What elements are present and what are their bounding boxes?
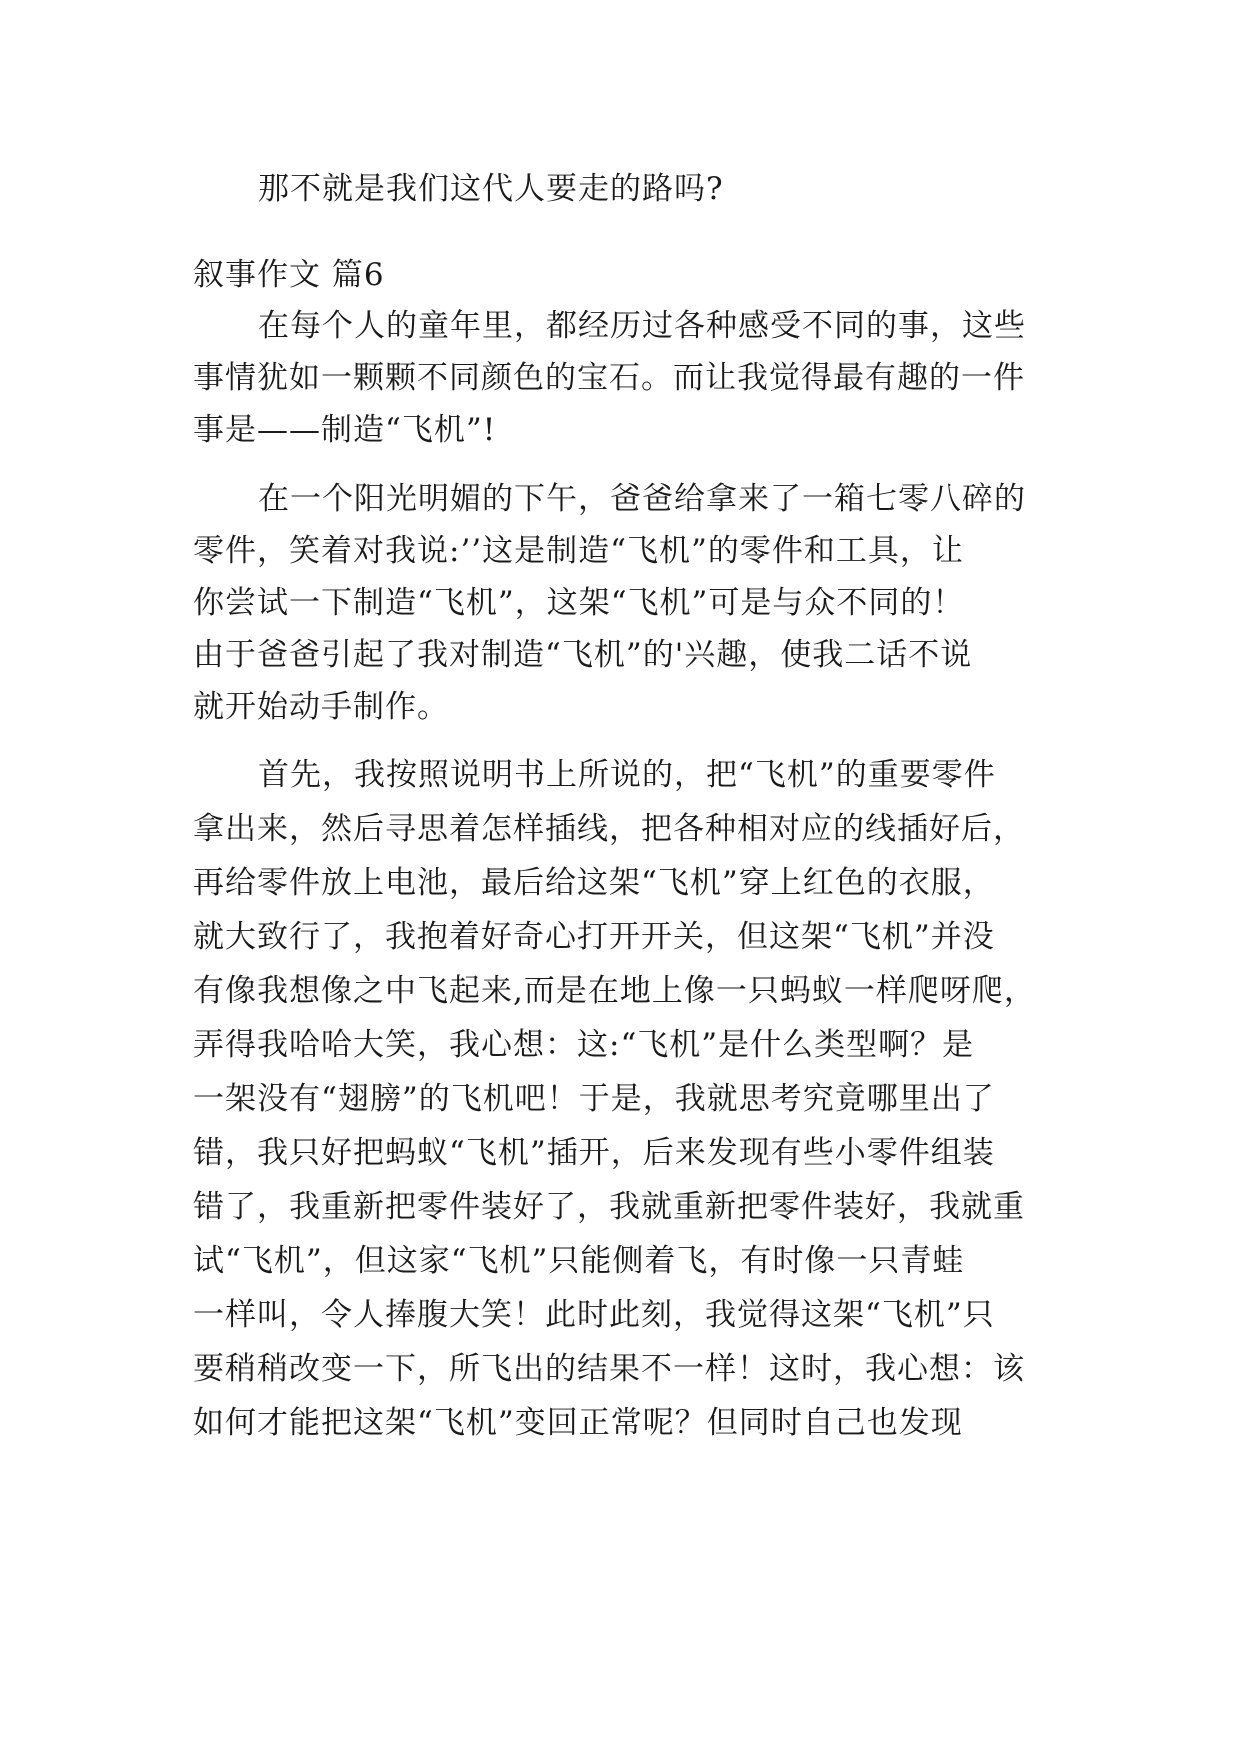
paragraph-line: 要稍稍改变一下，所飞出的结果不一样！这时，我心想：该 xyxy=(193,1351,1025,1387)
paragraph-line: 事情犹如一颗颗不同颜色的宝石。而让我觉得最有趣的一件 xyxy=(193,360,1025,396)
section-heading: 叙事作文 篇6 xyxy=(193,257,385,293)
paragraph-line: 在每个人的童年里，都经历过各种感受不同的事，这些 xyxy=(258,308,1026,344)
paragraph-line: 在一个阳光明媚的下午，爸爸给拿来了一箱七零八碎的 xyxy=(258,481,1026,517)
paragraph-line: 首先，我按照说明书上所说的，把“飞机”的重要零件 xyxy=(258,757,996,793)
intro-line: 那不就是我们这代人要走的路吗? xyxy=(258,171,724,207)
paragraph-line: 一架没有“翅膀”的飞机吧！于是，我就思考究竟哪里出了 xyxy=(193,1081,995,1117)
paragraph-line: 错，我只好把蚂蚁“飞机”插开，后来发现有些小零件组装 xyxy=(193,1135,995,1171)
paragraph-line: 拿出来，然后寻思着怎样插线，把各种相对应的线插好后， xyxy=(193,811,1025,847)
paragraph-line: 由于爸爸引起了我对制造“飞机”的'兴趣，使我二话不说 xyxy=(193,637,973,673)
paragraph-line: 错了，我重新把零件装好了，我就重新把零件装好，我就重 xyxy=(193,1189,1025,1225)
paragraph-line: 有像我想像之中飞起来,而是在地上像一只蚂蚁一样爬呀爬， xyxy=(193,973,1036,1009)
paragraph-line: 如何才能把这架“飞机”变回正常呢？但同时自己也发现 xyxy=(193,1405,963,1441)
paragraph-line: 就大致行了，我抱着好奇心打开开关，但这架“飞机”并没 xyxy=(193,919,995,955)
paragraph-line: 事是——制造“飞机”! xyxy=(193,412,497,448)
paragraph-line: 一样叫，令人捧腹大笑！此时此刻，我觉得这架“飞机”只 xyxy=(193,1297,995,1333)
paragraph-line: 就开始动手制作。 xyxy=(193,689,449,725)
paragraph-line: 你尝试一下制造“飞机”，这架“飞机”可是与众不同的！ xyxy=(193,585,965,621)
paragraph-line: 试“飞机”，但这家“飞机”只能侧着飞，有时像一只青蛙 xyxy=(193,1243,965,1279)
paragraph-line: 再给零件放上电池，最后给这架“飞机”穿上红色的衣服， xyxy=(193,865,995,901)
paragraph-line: 弄得我哈哈大笑，我心想：这:“飞机”是什么类型啊？是 xyxy=(193,1027,975,1063)
paragraph-line: 零件，笑着对我说:’’这是制造“飞机”的零件和工具，让 xyxy=(193,533,964,569)
